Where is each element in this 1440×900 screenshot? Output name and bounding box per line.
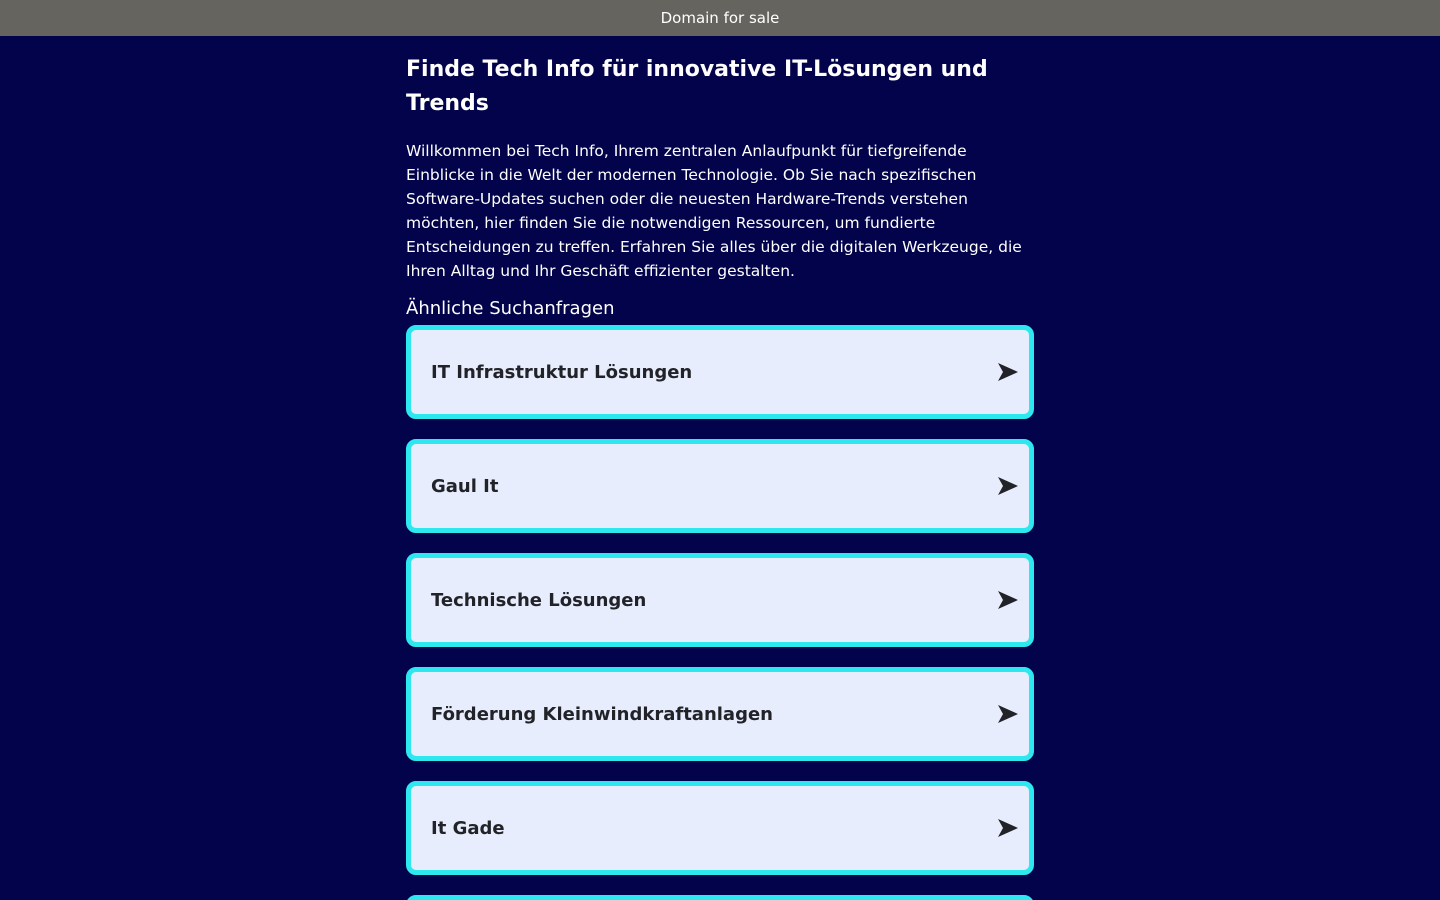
related-search-item[interactable] xyxy=(406,667,1034,761)
arrow-right-icon xyxy=(997,361,1019,383)
related-search-item[interactable] xyxy=(406,553,1034,647)
page-title: Finde Tech Info für innovative IT-Lösungen und Trends xyxy=(406,57,988,116)
domain-for-sale-bar[interactable] xyxy=(0,0,1440,36)
intro-paragraph: Willkommen bei Tech Info, Ihrem zentralen Anlaufpunkt für tiefgreifende Einblicke in die Welt der modernen Technologie. Ob Sie nach spezifischen Software-Updates suchen oder die neuesten Hardware-Trends verstehen möchten, hier finden Sie die notwendigen Ressourcen, um fundierte Entscheidungen zu treffen. Erfahren Sie alles über die digitalen Werkzeuge, die Ihren Alltag und Ihr Geschäft effizienter gestalten. xyxy=(406,142,1022,280)
related-search-label: Gaul It xyxy=(431,475,499,497)
main-content xyxy=(406,36,1034,900)
arrow-right-icon xyxy=(997,817,1019,839)
arrow-right-icon xyxy=(997,589,1019,611)
related-searches-heading: Ähnliche Suchanfragen xyxy=(406,298,615,319)
related-searches-list xyxy=(406,325,1034,900)
arrow-right-icon xyxy=(997,475,1019,497)
domain-for-sale-text[interactable]: Domain for sale xyxy=(660,9,780,27)
related-search-label: Förderung Kleinwindkraftanlagen xyxy=(431,703,773,725)
arrow-right-icon xyxy=(997,703,1019,725)
related-search-item[interactable] xyxy=(406,439,1034,533)
related-search-label: IT Infrastruktur Lösungen xyxy=(431,361,693,383)
related-search-item[interactable] xyxy=(406,895,1034,900)
related-search-label: It Gade xyxy=(431,817,505,839)
related-search-item[interactable] xyxy=(406,781,1034,875)
related-search-item[interactable] xyxy=(406,325,1034,419)
related-search-label: Technische Lösungen xyxy=(431,589,647,611)
